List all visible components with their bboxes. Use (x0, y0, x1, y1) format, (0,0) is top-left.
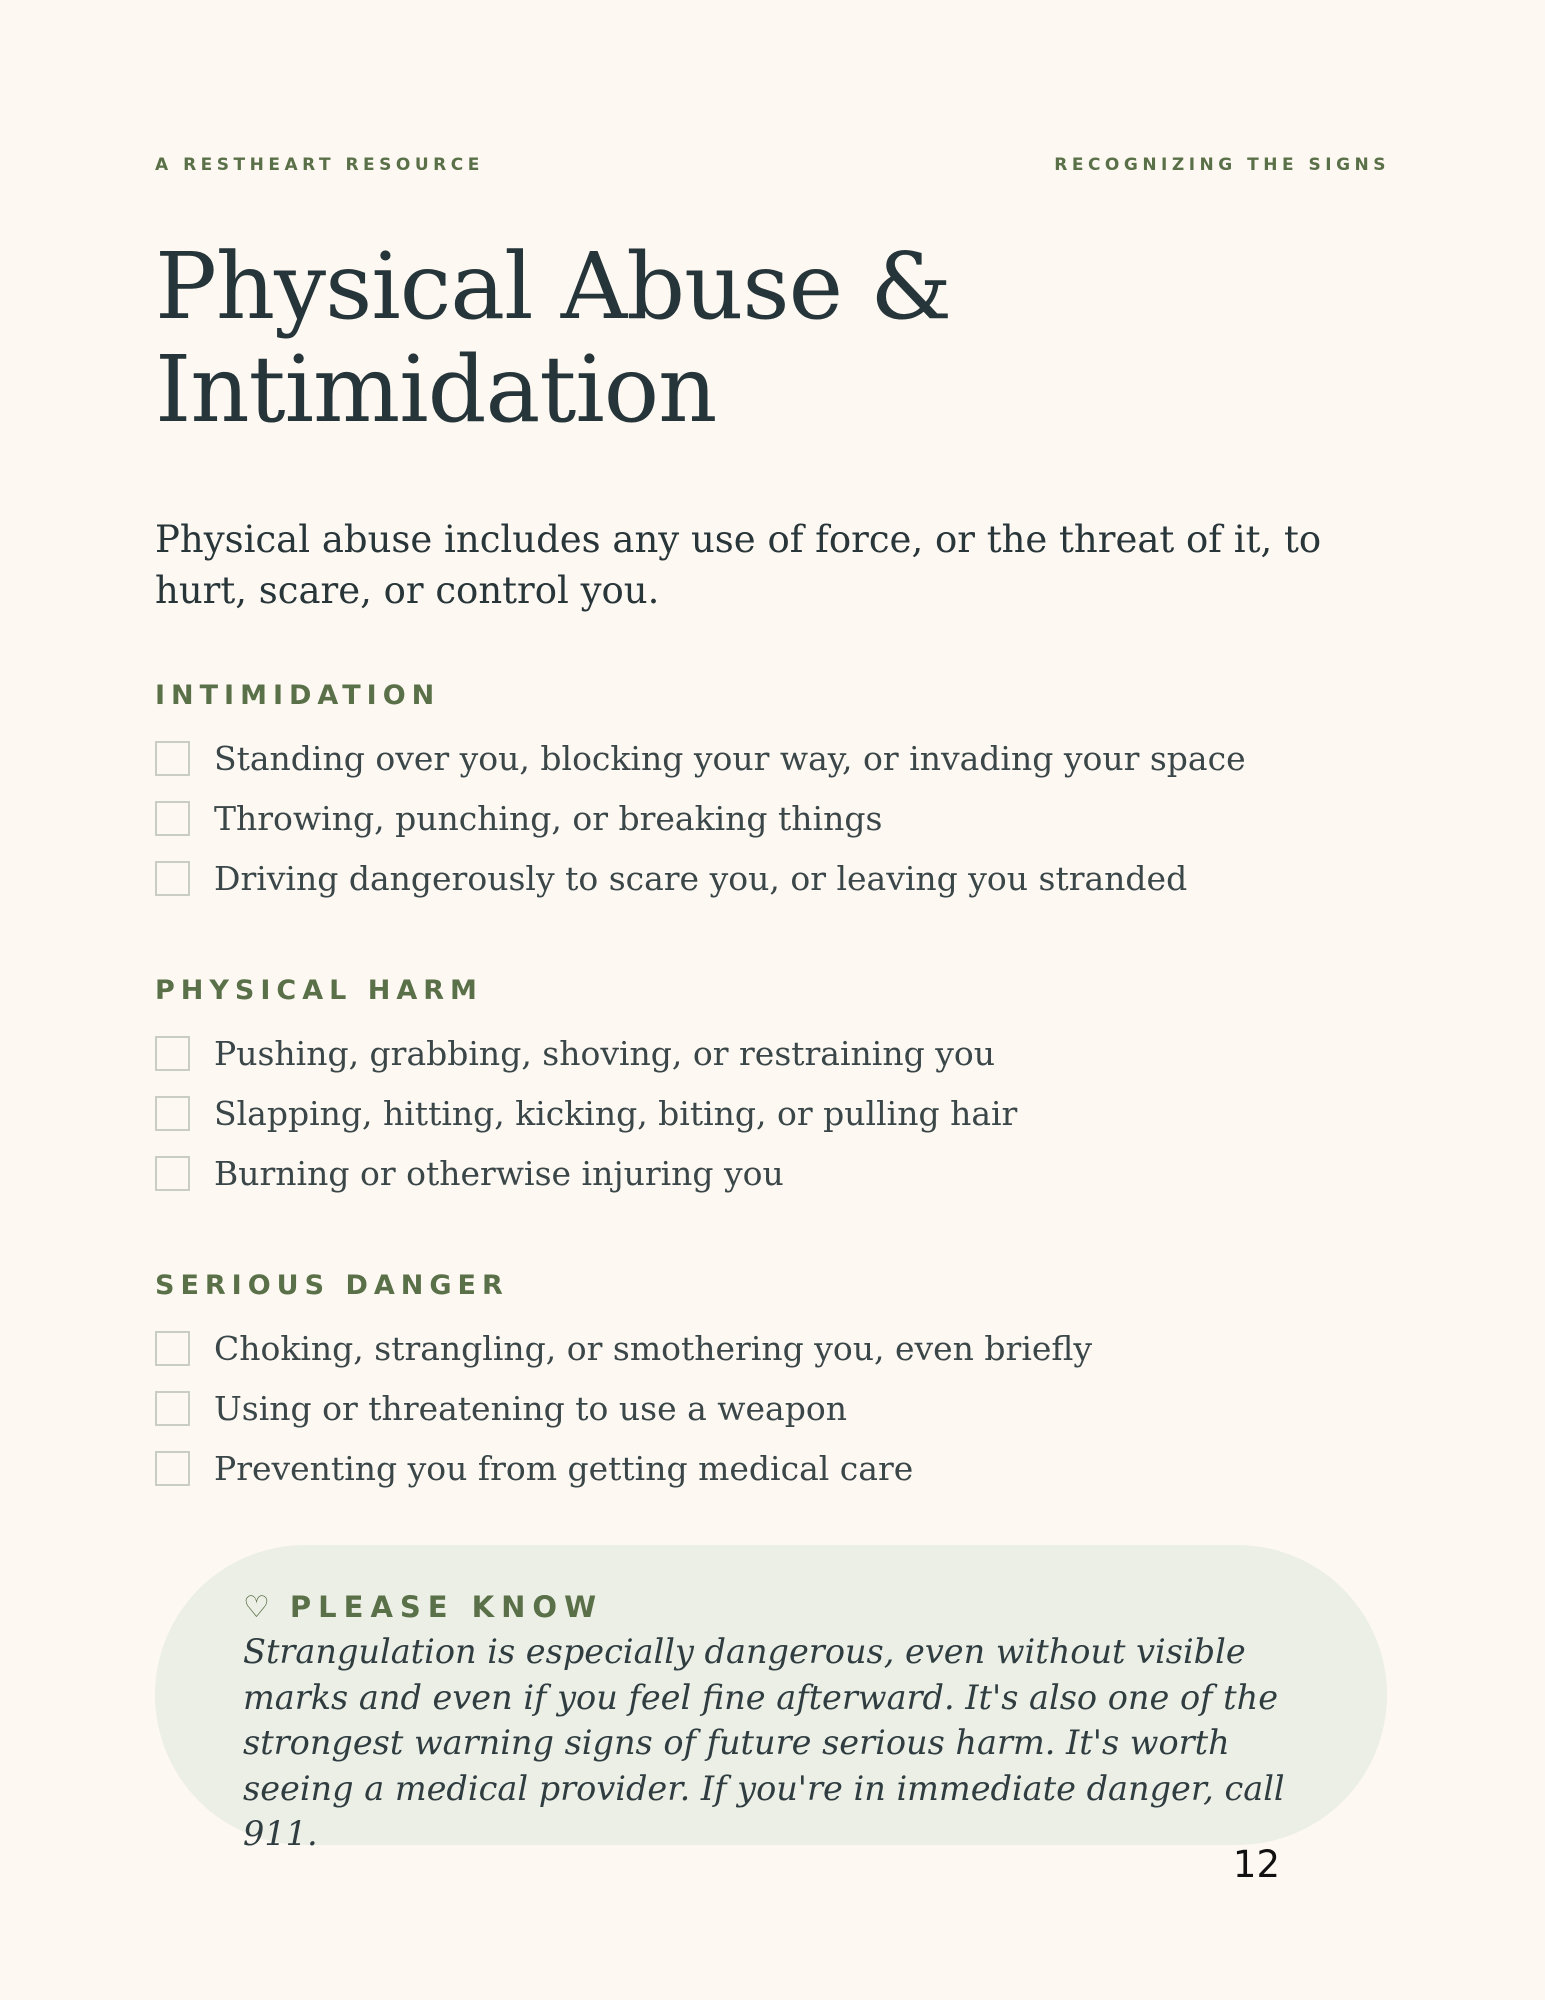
running-header (155, 155, 1390, 175)
checkbox[interactable] (155, 801, 190, 836)
title-line-2: Intimidation (155, 336, 717, 443)
checklist-item (155, 848, 1390, 908)
checklist-item-label: Driving dangerously to scare you, or leaving you stranded (214, 858, 1188, 898)
checklist-item (155, 1083, 1390, 1143)
checkbox[interactable] (155, 1156, 190, 1191)
checkbox[interactable] (155, 741, 190, 776)
section-heading: SERIOUS DANGER (155, 1270, 509, 1301)
checkbox[interactable] (155, 861, 190, 896)
section-heading: INTIMIDATION (155, 680, 441, 711)
callout-body: Strangulation is especially dangerous, even without visible marks and even if you feel fine afterward. It's also one of the strongest warning signs of future serious harm. It's worth seeing a medical provider. If you're in immediate danger, call 911. (243, 1632, 1285, 1853)
checklist-item (155, 1438, 1390, 1498)
callout-heading: PLEASE KNOW (289, 1590, 604, 1624)
page-number: 12 (1232, 1843, 1280, 1886)
page-title (155, 235, 951, 441)
checklist-item-label: Throwing, punching, or breaking things (214, 798, 883, 838)
section-physical-harm (155, 969, 1390, 1203)
checkbox[interactable] (155, 1096, 190, 1131)
document-page (155, 0, 1390, 2000)
checklist-item-label: Burning or otherwise injuring you (214, 1153, 784, 1193)
checklist-item (155, 1318, 1390, 1378)
checkbox[interactable] (155, 1036, 190, 1071)
checklist-item-label: Using or threatening to use a weapon (214, 1388, 847, 1428)
title-line-1: Physical Abuse & (155, 233, 952, 340)
heart-outline-icon: ♡ (243, 1589, 270, 1625)
checkbox[interactable] (155, 1451, 190, 1486)
checklist-item (155, 788, 1390, 848)
checkbox[interactable] (155, 1331, 190, 1366)
please-know-callout (155, 1545, 1387, 1853)
section-intimidation (155, 674, 1390, 908)
checklist-item (155, 1378, 1390, 1438)
checklist-item-label: Pushing, grabbing, shoving, or restraining you (214, 1033, 995, 1073)
callout-heading-row (243, 1585, 1297, 1629)
checklist-item-label: Choking, strangling, or smothering you, even briefly (214, 1328, 1093, 1368)
checklist-item (155, 1143, 1390, 1203)
section-serious-danger (155, 1264, 1390, 1498)
checkbox[interactable] (155, 1391, 190, 1426)
checklist-item (155, 728, 1390, 788)
checklist-item (155, 1023, 1390, 1083)
checklist-item-label: Standing over you, blocking your way, or invading your space (214, 738, 1246, 778)
resource-label: A RESTHEART RESOURCE (155, 155, 484, 175)
intro-paragraph: Physical abuse includes any use of force, or the threat of it, to hurt, scare, or control you. (155, 518, 1322, 612)
checklist-item-label: Preventing you from getting medical care (214, 1448, 914, 1488)
chapter-label: RECOGNIZING THE SIGNS (1054, 155, 1390, 175)
section-heading: PHYSICAL HARM (155, 975, 483, 1006)
checklist-item-label: Slapping, hitting, kicking, biting, or pulling hair (214, 1093, 1018, 1133)
